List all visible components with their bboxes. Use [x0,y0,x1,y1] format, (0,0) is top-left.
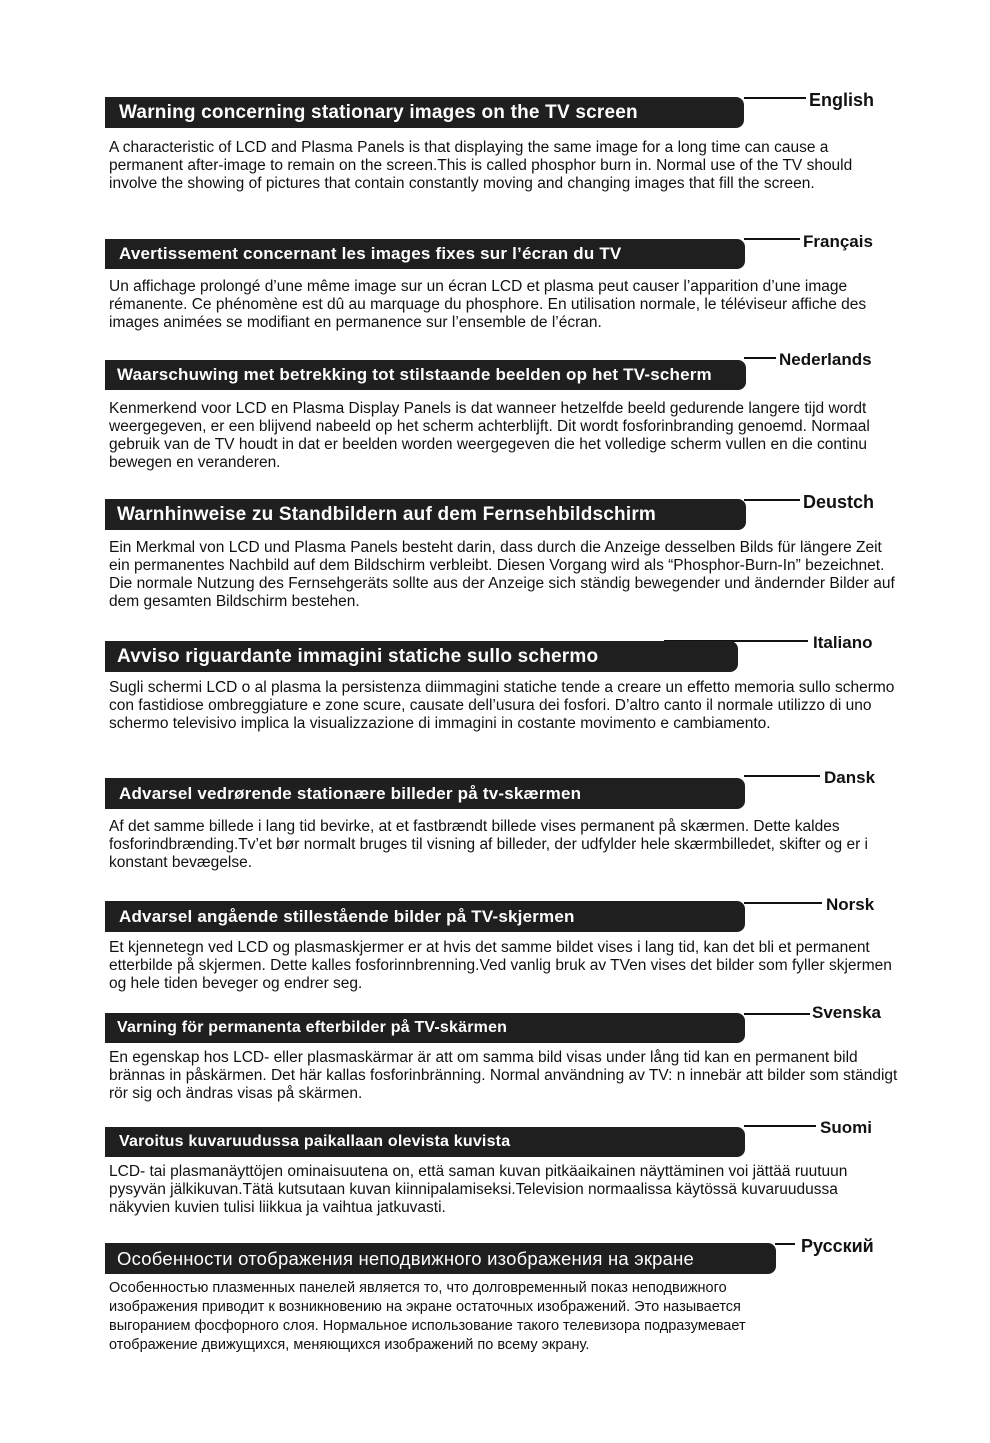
section-body: A characteristic of LCD and Plasma Panels is that displaying the same image for a long time can cause a permanent after-image to remain on the screen.This is called phosphor burn in. Normal use of the TV should involve the showing of pictures that contain constantly moving and changing images that fill the screen. [109,139,853,192]
section-body: Ein Merkmal von LCD und Plasma Panels besteht darin, dass durch die Anzeige desselben Bilds für längere Zeit ein permanentes Nachbild auf dem Bildschirm verbleibt. Diesen Vorgang wird als “Phosphor-Burn-In” bezeichnet. Die normale Nutzung des Fernsehgeräts sollte aus der Anzeige sich ständig bewegender und ändernder Bilder auf dem gesamten Bildschirm bestehen. [109,539,895,610]
language-rule [744,775,820,777]
section-heading: Advarsel vedrørende stationære billeder på tv-skærmen [105,778,745,809]
language-label: Русский [801,1236,874,1256]
language-rule [775,1243,795,1245]
section-heading: Waarschuwing met betrekking tot stilstaande beelden op het TV-scherm [105,360,746,390]
language-rule [744,902,822,904]
section-body: LCD- tai plasmanäyttöjen ominaisuutena on, että saman kuvan pitkäaikainen näyttäminen voi jättää ruutuun pysyvän jälkikuvan.Tätä kutsutaan kuvan kiinnipalamiseksi.Television normaalissa käytössä kuvaruudussa näkyvien kuvien tulisi liikkua ja vaihtua jatkuvasti. [109,1163,848,1216]
section-body: Kenmerkend voor LCD en Plasma Display Panels is dat wanneer hetzelfde beeld gedurende langere tijd wordt weergegeven, er een blijvend nabeeld op het scherm achterblijft. Dit wordt fosforinbranding genoemd. Normaal gebruik van de TV houdt in dat er beelden worden weergegeven die het volledige scherm vullen en die continu bewegen en veranderen. [109,400,870,471]
section-heading: Avertissement concernant les images fixes sur l’écran du TV [105,239,745,269]
language-rule [744,1013,810,1015]
language-label: Nederlands [779,350,872,369]
section-heading: Advarsel angående stillestående bilder på TV-skjermen [105,901,745,932]
section-heading: Avviso riguardante immagini statiche sullo schermo [105,641,738,672]
language-rule [744,97,806,99]
section-heading: Warning concerning stationary images on the TV screen [105,97,744,128]
language-label: Deustch [803,492,875,512]
language-rule [744,1125,816,1127]
section-body: Sugli schermi LCD o al plasma la persistenza diimmagini statiche tende a creare un effetto memoria sullo schermo con fastidiose ombreggiature e zone scure, causate dell’usura dei fosfori. D’altro canto il normale utilizzo di uno schermo televisivo implica la visualizzazione di immagini in costante movimento e cambiamento. [109,679,895,732]
language-rule [744,499,800,501]
section-body: Un affichage prolongé d’une même image sur un écran LCD et plasma peut causer l’apparition d’une image rémanente. Ce phénomène est dû au marquage du phosphore. En utilisation normale, le téléviseur affiche des images animées se modifiant en permanence sur l’ensemble de l’écran. [109,278,867,331]
section-body: Et kjennetegn ved LCD og plasmaskjermer er at hvis det samme bildet vises i lang tid, kan det bli et permanent etterbilde på skjermen. Dette kalles fosforinnbrenning.Ved vanlig bruk av TVen vises det bilder som fyller skjermen og hele tiden beveger og endrer seg. [109,939,892,992]
language-label: Français [803,232,873,251]
language-rule [744,238,800,240]
section-heading: Warnhinweise zu Standbildern auf dem Fernsehbildschirm [105,499,746,530]
language-label: English [809,90,875,110]
language-label: Dansk [824,768,876,787]
section-body: Af det samme billede i lang tid bevirke, at et fastbrændt billede vises permanent på skærmen. Dette kaldes fosforindbrænding.Tv’et bør normalt bruges til visning af billeder, der udfylder hele skærmbilledet, skifter og er i konstant bevægelse. [109,818,868,871]
language-label: Suomi [820,1118,872,1137]
section-heading: Varning för permanenta efterbilder på TV-skärmen [105,1013,745,1043]
language-label: Italiano [813,633,873,652]
language-rule [744,357,776,359]
section-heading: Особенности отображения неподвижного изображения на экране [105,1243,776,1274]
section-body: En egenskap hos LCD- eller plasmaskärmar är att om samma bild visas under lång tid kan en permanent bild brännas in påskärmen. Det här kallas fosforinbränning. Normal användning av TV: n innebär att bilder som ständigt rör sig och ändras visas på skärmen. [109,1049,898,1102]
language-label: Norsk [826,895,875,914]
section-body: Особенностью плазменных панелей является то, что долговременный показ неподвижного изображения приводит к возникновению на экране остаточных изображений. Это называется выгоранием фосфорного слоя. Нормальное использование такого телевизора подразумевает отображение движущихся, меняющихся изображений по всему экрану. [109,1280,746,1353]
section-heading: Varoitus kuvaruudussa paikallaan olevista kuvista [105,1127,745,1157]
language-label: Svenska [812,1003,881,1022]
